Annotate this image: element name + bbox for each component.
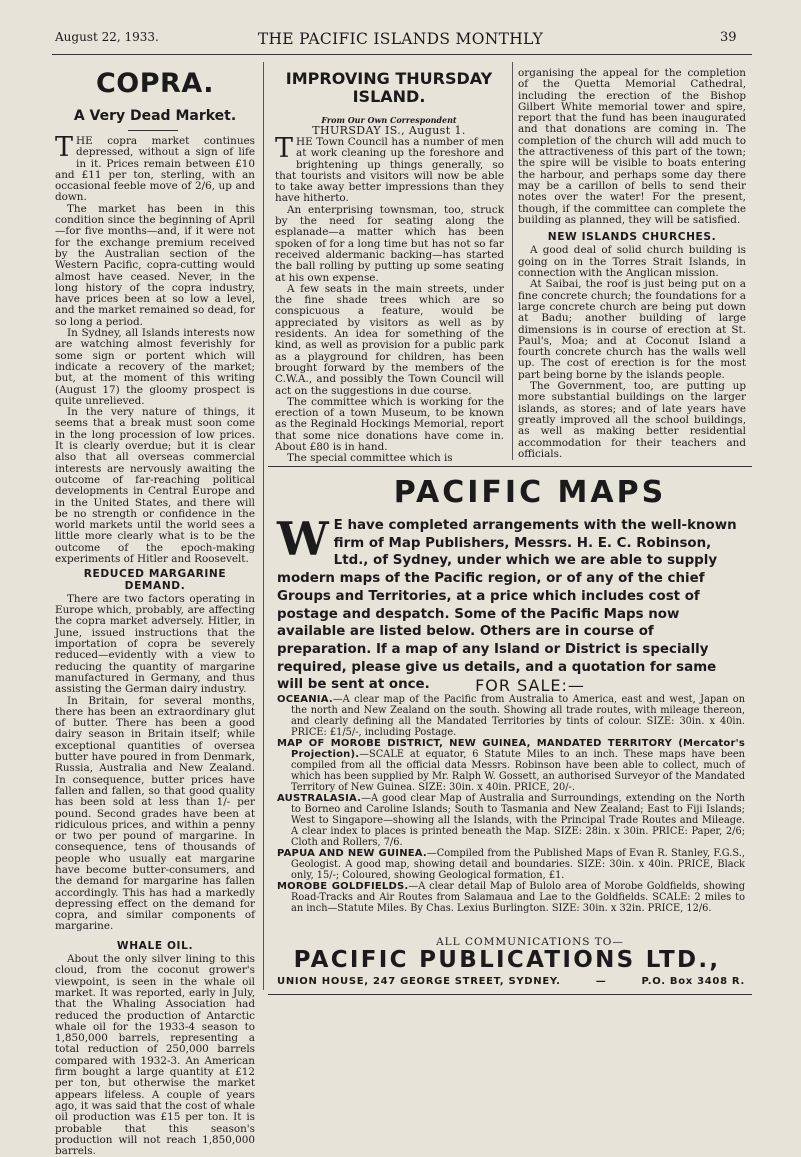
map-entry: MAP OF MOROBE DISTRICT, NEW GUINEA, MANDATED TERRITORY (Mercator's Projection).—SCALE at equator, 6 Statute Miles to an inch. These maps have been compiled from all the official data Messrs. Robinson have been able to collect, much of which has been supplied by Mr. Ralph W. Gossett, an authorised Surveyor of the Mandated Territory of New Guinea. SIZE: 30in. x 40in. PRICE, 20/-. xyxy=(277,738,745,793)
copra-headline: COPRA. xyxy=(95,68,214,99)
address-separator: — xyxy=(595,976,607,987)
thursday-island-paragraph: A few seats in the main streets, under the fine shade trees which are so conspicuous a feature, would be appreciated by visitors as well as by residents. An idea for something of the kind, as well as provision for a public park as a playground for children, has been brought forward by the members of the C.W.A., and possibly the Town Council will act on the suggestions in due course. xyxy=(275,282,504,397)
communications-line: ALL COMMUNICATIONS TO— xyxy=(436,936,624,948)
copra-paragraph: In Britain, for several months, there has been an extraordinary glut of butter. There has been a good dairy season in Britain itself; while exceptional quantities of oversea butter have poured in from Denmark, Russia, Australia and New Zealand. In consequence, butter prices have fallen and fallen, so that good quality has been sold at less than 1/- per pound. Second grades have been at ridiculous prices, and within a penny or two per pound of margarine. In consequence, tens of thousands of people who usually eat margarine have become butter-consumers, and the demand for margarine has fallen accordingly. This has had a markedly depressing effect on the demand for copra, and similar components of margarine. xyxy=(55,694,255,933)
map-entry: OCEANIA.—A clear map of the Pacific from Australia to America, east and west, Japan on the north and New Zealand on the south. Showing all trade routes, with mileage thereon, and clearly defining all the Mandated Territories by tints of colour. SIZE: 30in. x 40in. PRICE: £1/5/-, including Postage. xyxy=(277,694,745,738)
thursday-island-article-body xyxy=(275,133,504,465)
copra-paragraph: In the very nature of things, it seems that a break must soon come in the long procession of low prices. It is clearly overdue; but it is clear also that all overseas commercial interests are nervously awaiting the outcome of far-reaching political developments in Central Europe and in the United States, and there will be no strength or confidence in the world markets until the world sees a little more clearly what is to be the outcome of the epoch-making experiments of Hitler and Roosevelt. xyxy=(55,406,255,565)
drop-cap: T xyxy=(275,133,294,164)
thursday-island-headline: IMPROVING THURSDAY ISLAND. xyxy=(285,69,493,106)
publication-title: THE PACIFIC ISLANDS MONTHLY xyxy=(257,30,544,48)
section-heading-churches: NEW ISLANDS CHURCHES. xyxy=(547,231,717,244)
street-address: UNION HOUSE, 247 GEORGE STREET, SYDNEY. xyxy=(277,976,561,987)
correspondent-byline: From Our Own Correspondent xyxy=(321,115,457,125)
copra-paragraph: There are two factors operating in Europe which, probably, are affecting the copra market adversely. Hitler, in June, issued instructions that the importation of copra be severely reduced—evidently with a view to reducing the quantity of margarine manufactured in Germany, and thus assisting the German dairy industry. xyxy=(55,592,255,696)
copra-subheadline: A Very Dead Market. xyxy=(73,108,237,124)
thursday-island-paragraph: THE Town Council has a number of men at work cleaning up the foreshore and brightening up things generally, so that tourists and visitors will now be able to take away better impressions than they have hitherto. xyxy=(275,133,504,205)
header-rule xyxy=(52,54,752,55)
thursday-island-paragraph: The special committee which is xyxy=(287,452,453,465)
continuation-paragraph: The Government, too, are putting up more substantial buildings on the larger islands, as stores; and of late years have greatly improved all the school buildings, as well as making better residential accommodation for their teachers and officials. xyxy=(518,380,746,460)
copra-title-rule xyxy=(128,130,178,131)
drop-cap: W xyxy=(277,512,329,566)
section-heading-margarine: REDUCED MARGARINE DEMAND. xyxy=(83,568,227,592)
bottom-rule xyxy=(268,994,752,995)
map-listing xyxy=(277,694,745,914)
po-box: P.O. Box 3408 R. xyxy=(641,976,745,987)
page-number: 39 xyxy=(720,30,737,45)
for-sale-heading: FOR SALE:— xyxy=(475,676,585,695)
issue-date: August 22, 1933. xyxy=(55,30,159,44)
pacific-maps-headline: PACIFIC MAPS xyxy=(393,475,667,510)
map-entry: PAPUA AND NEW GUINEA.—Compiled from the Published Maps of Evan R. Stanley, F.G.S., Geologist. A good map, showing detail and boundaries. SIZE: 30in. x 40in. PRICE, Black only, 15/-; Coloured, showing Geological formation, £1. xyxy=(277,848,745,881)
continuation-paragraph: At Saibai, the roof is just being put on a fine concrete church; the foundations for a large concrete church are being put down at Badu; another building of large dimensions is in course of erection at St. Paul's, Moa; and at Coconut Island a fourth concrete church has the walls well up. The cost of erection is for the most part being borne by the islands people. xyxy=(518,278,746,381)
column-divider-right xyxy=(512,62,513,460)
thursday-island-paragraph: An enterprising townsman, too, struck by the need for seating along the esplanade—a matter which has been spoken of for a long time but has not so far received aldermanic backing—has started the ball rolling by putting up some seating at his own expense. xyxy=(275,203,504,284)
column-divider-left xyxy=(263,62,264,990)
map-entry: AUSTRALASIA.—A good clear Map of Australia and Surroundings, extending on the North to Borneo and Caroline Islands; South to Tasmania and New Zealand; East to Fiji Islands; West to Singapore—showing all the Islands, with the Principal Trade Routes and Mileage. A clear index to places is printed beneath the Map. SIZE: 28in. x 30in. PRICE: Paper, 2/6; Cloth and Rollers, 7/6. xyxy=(277,793,745,848)
map-entry: MOROBE GOLDFIELDS.—A clear detail Map of Bulolo area of Morobe Goldfields, showing Road-Tracks and Air Routes from Salamaua and Lae to the Goldfields. SCALE: 2 miles to an inch—Statute Miles. By Chas. Lexius Burlington. SIZE: 30in. x 32in. PRICE, 12/6. xyxy=(277,881,745,914)
publisher-name: PACIFIC PUBLICATIONS LTD., xyxy=(293,947,721,973)
continuation-paragraph: A good deal of solid church building is going on in the Torres Strait Islands, in connection with the Anglican mission. xyxy=(518,244,746,280)
copra-paragraph: The market has been in this condition since the beginning of April—for five months—and, if it were not for the exchange premium received by the Australian section of the Western Pacific, copra-cutting would almost have ceased. Never, in the long history of the copra industry, have prices been at so low a level, and the market remained so dead, for so long a period. xyxy=(55,202,255,328)
dateline: THURSDAY IS., August 1. xyxy=(312,124,466,137)
continuation-paragraph: organising the appeal for the completion of the Quetta Memorial Cathedral, including the erection of the Bishop Gilbert White memorial tower and spire, report that the fund has been inaugurated and that donations are coming in. The completion of the church will add much to the attractiveness of this part of the town; the spire will be visible to boats entering the harbour, and perhaps some day there may be a carillon of bells to send their notes over the water! For the present, though, if the committee can complete the building as planned, they will be satisfied. xyxy=(518,67,746,226)
copra-paragraph: THE copra market continues depressed, without a sign of life in it. Prices remain between £10 and £11 per ton, sterling, with an occasional feeble move of 2/6, up and down. xyxy=(55,132,255,204)
drop-cap: T xyxy=(55,132,74,163)
pacific-maps-intro: W E have completed arrangements with the well-known firm of Map Publishers, Messrs. H. E. C. Robinson, Ltd., of Sydney, under which we are able to supply modern maps of the Pacific region, or of any of the chief Groups and Territories, at a price which includes cost of postage and despatch. Some of the Pacific Maps now available are listed below. Others are in course of preparation. If a map of any Island or District is specially required, please give us details, and a quotation for same will be sent at once. xyxy=(277,512,737,693)
thursday-island-paragraph: The committee which is working for the erection of a town Museum, to be known as the Reginald Hockings Memorial, report that some nice donations have come in. About £80 is in hand. xyxy=(275,395,504,454)
copra-article-body xyxy=(55,132,255,1157)
copra-paragraph: In Sydney, all Islands interests now are watching almost feverishly for some sign or portent which will indicate a recovery of the market; but, at the moment of this writing (August 17) the gloomy prospect is quite unrelieved. xyxy=(55,327,255,407)
section-heading-whale-oil: WHALE OIL. xyxy=(116,939,194,952)
thursday-island-continuation xyxy=(518,68,746,460)
maps-top-rule xyxy=(268,466,752,467)
copra-paragraph: About the only silver lining to this cloud, from the coconut grower's viewpoint, is seen in the whale oil market. It was reported, early in July, that the Whaling Association had reduced the production of Antarctic whale oil for the 1933-4 season to 1,850,000 barrels, representing a total reduction of 250,000 barrels compared with 1932-3. An American firm bought a large quantity at £12 per ton, but otherwise the market appears lifeless. A couple of years ago, it was said that the cost of whale oil production was £15 per ton. It is probable that this season's production will not reach 1,850,000 barrels. xyxy=(55,953,255,1157)
publisher-address xyxy=(277,976,745,987)
